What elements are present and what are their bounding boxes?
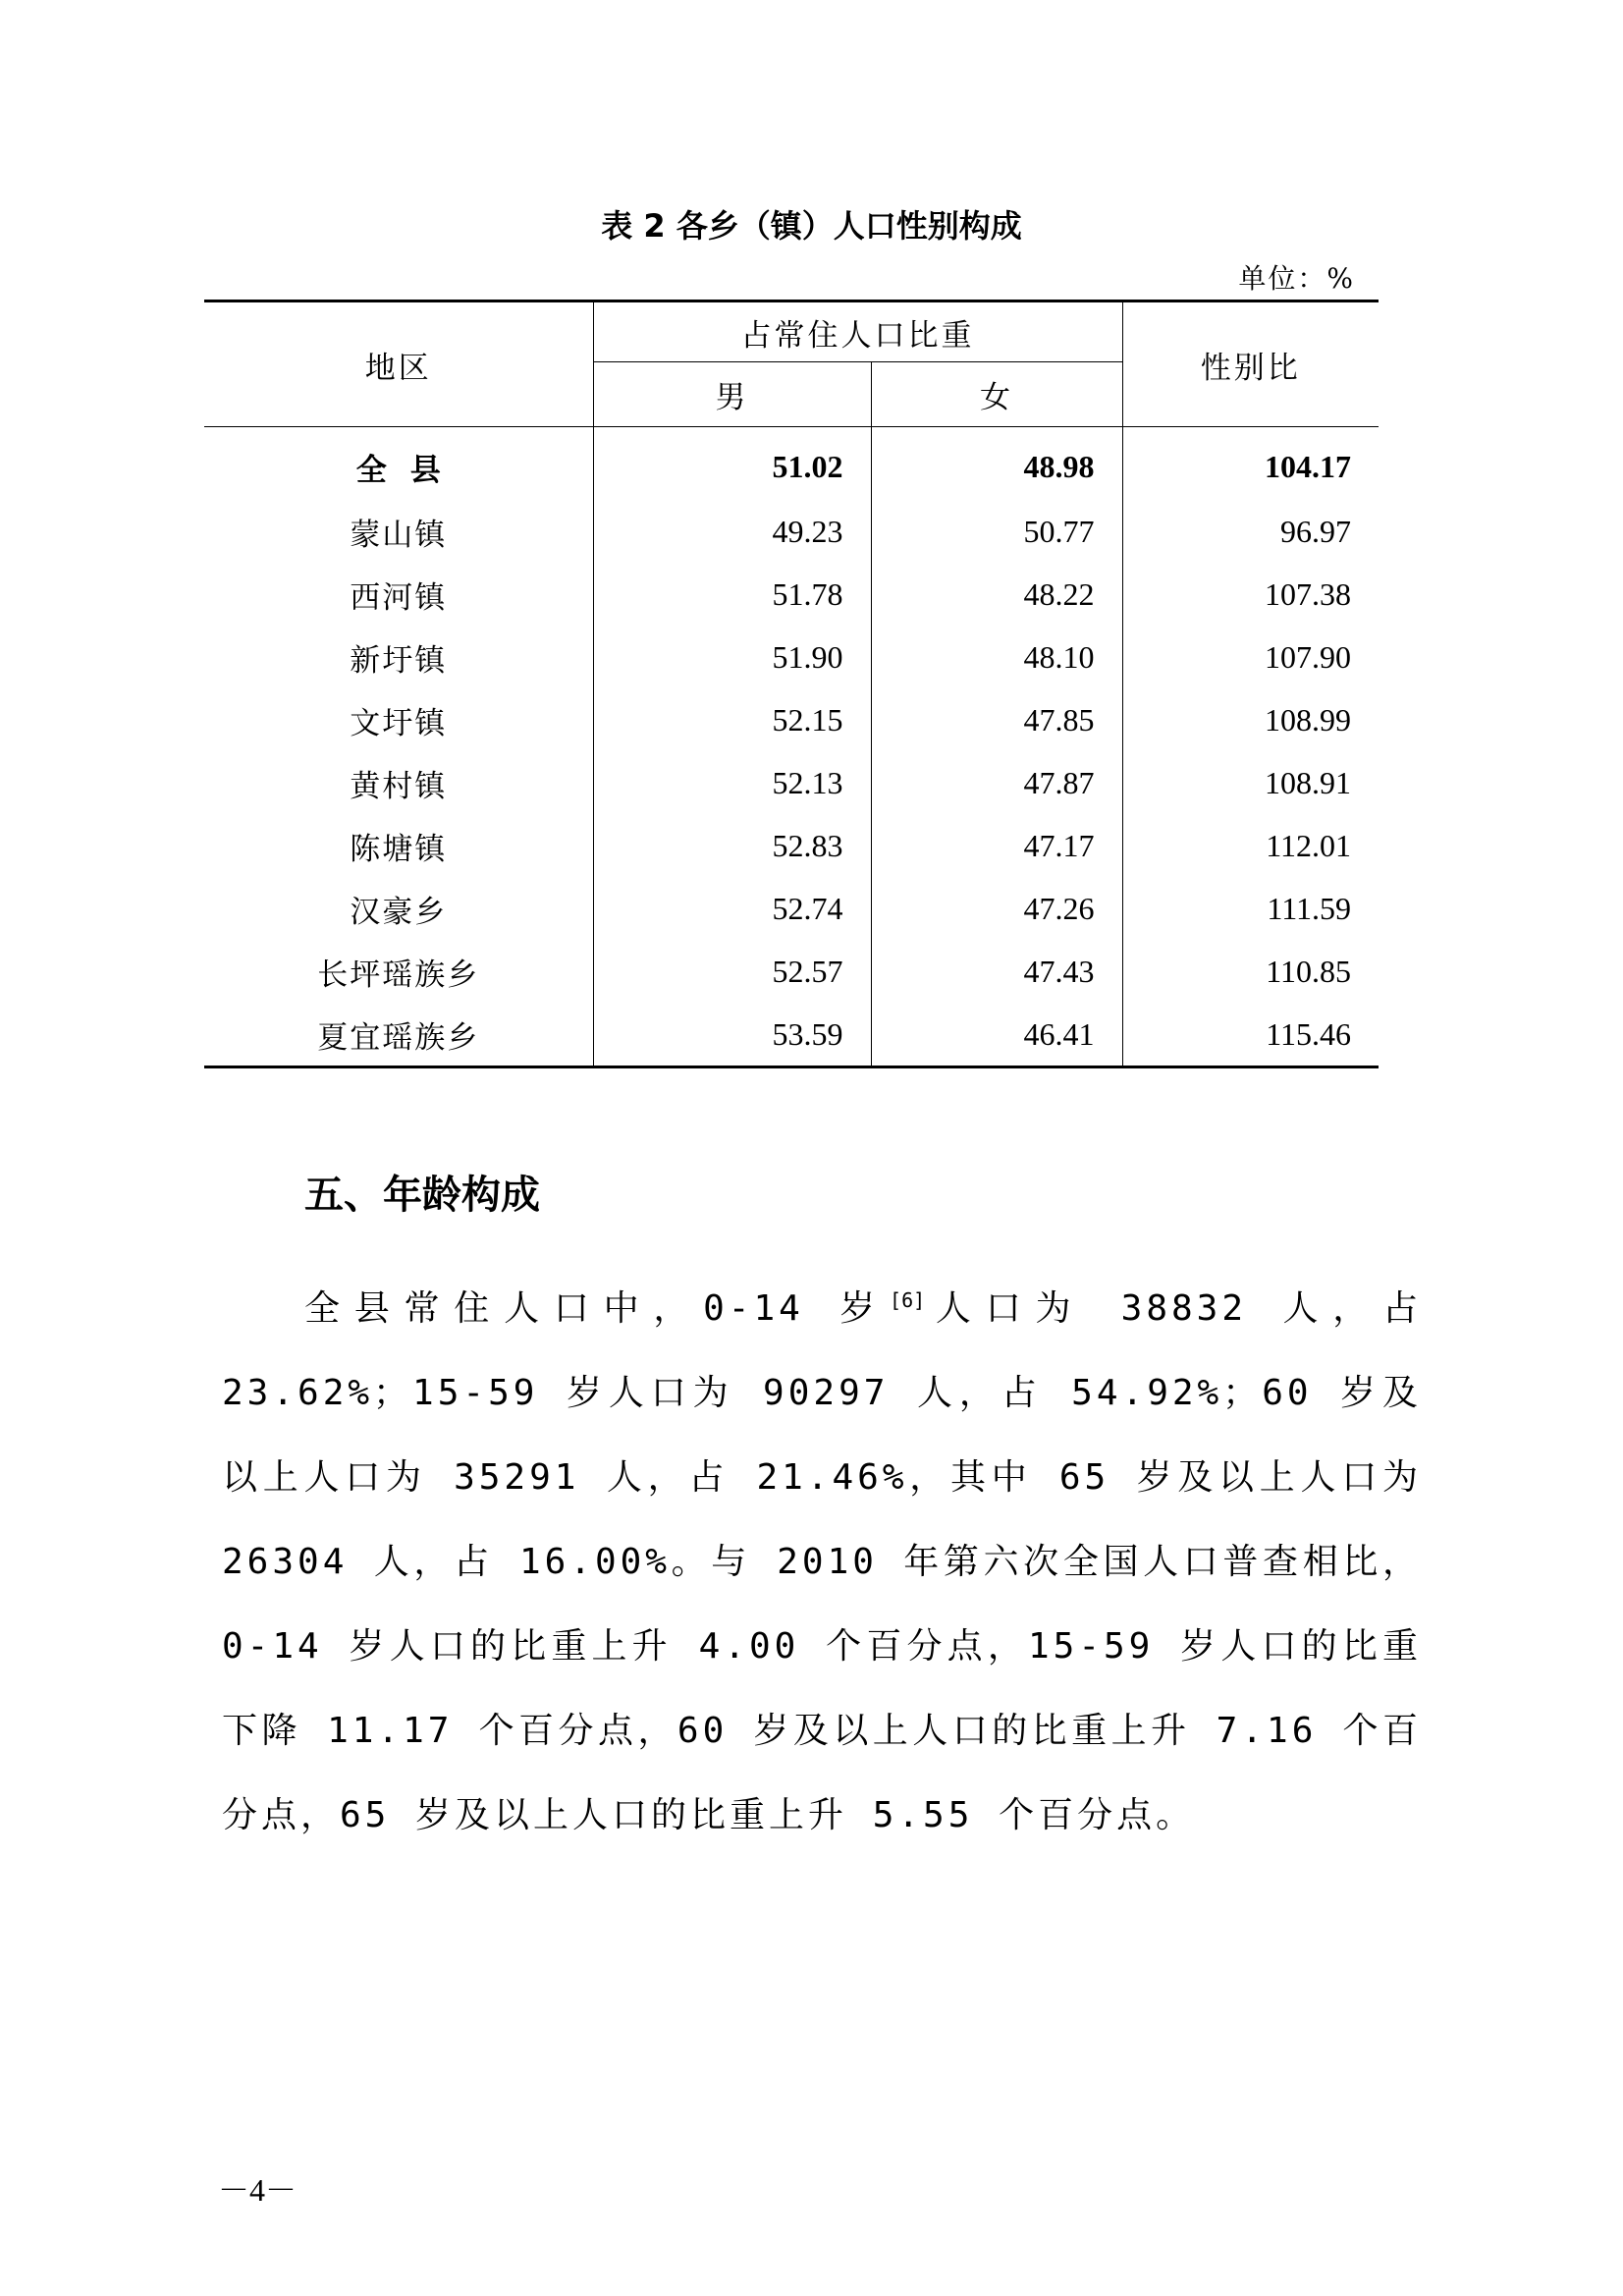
male-share: 52.83 xyxy=(593,814,871,877)
header-region: 地区 xyxy=(204,301,593,427)
sex-ratio: 107.90 xyxy=(1122,626,1379,688)
region-name: 文圩镇 xyxy=(350,705,448,741)
sex-ratio: 104.17 xyxy=(1122,427,1379,501)
female-share: 48.22 xyxy=(871,563,1122,626)
table-row xyxy=(204,500,1379,563)
female-share: 46.41 xyxy=(871,1003,1122,1067)
male-share: 52.74 xyxy=(593,877,871,940)
sex-ratio: 111.59 xyxy=(1122,877,1379,940)
region-name: 蒙山镇 xyxy=(350,517,448,553)
paragraph-text-part1: 全县常住人口中，0-14 岁 xyxy=(304,1288,891,1329)
sex-ratio: 115.46 xyxy=(1122,1003,1379,1067)
page-number: －4－ xyxy=(218,2172,298,2208)
region-name: 西河镇 xyxy=(350,579,448,616)
sex-ratio: 112.01 xyxy=(1122,814,1379,877)
female-share: 47.87 xyxy=(871,751,1122,814)
table-row xyxy=(204,1003,1379,1067)
sex-ratio: 107.38 xyxy=(1122,563,1379,626)
region-name: 长坪瑶族乡 xyxy=(317,957,480,993)
footnote-marker: [6] xyxy=(890,1288,926,1312)
table-row xyxy=(204,563,1379,626)
sex-ratio: 110.85 xyxy=(1122,940,1379,1003)
table-row xyxy=(204,427,1379,501)
table-row xyxy=(204,751,1379,814)
table-row xyxy=(204,688,1379,751)
region-name: 黄村镇 xyxy=(350,768,448,804)
header-female: 女 xyxy=(871,362,1122,427)
male-share: 51.90 xyxy=(593,626,871,688)
table-caption: 表 2 各乡（镇）人口性别构成 xyxy=(601,207,1022,245)
female-share: 47.17 xyxy=(871,814,1122,877)
region-name: 全县 xyxy=(355,452,464,488)
table-row xyxy=(204,940,1379,1003)
female-share: 48.98 xyxy=(871,427,1122,501)
sex-ratio: 96.97 xyxy=(1122,500,1379,563)
header-ratio: 性别比 xyxy=(1122,301,1379,427)
table-unit: 单位：% xyxy=(1238,262,1355,295)
sex-composition-table xyxy=(204,300,1379,1068)
table-row xyxy=(204,626,1379,688)
age-composition-paragraph xyxy=(222,1258,1422,1858)
header-male: 男 xyxy=(593,362,871,427)
male-share: 52.15 xyxy=(593,688,871,751)
region-name: 新圩镇 xyxy=(350,642,448,679)
paragraph-text-part2: 人口为 38832 人，占 23.62%；15-59 岁人口为 90297 人，占 54.92%；60 岁及以上人口为 35291 人，占 21.46%，其中 65 岁及以上人口为 26304 人，占 16.00%。与 2010 年第六次全国人口普查相比，0-14 岁人口的比重上升 4.00 个百分点，15-59 岁人口的比重下降 11.17 个百分点，60 岁及以上人口的比重上升 7.16 个百分点，65 岁及以上人口的比重上升 5.55 个百分点。 xyxy=(222,1288,1422,1835)
region-name: 夏宜瑶族乡 xyxy=(317,1019,480,1056)
female-share: 47.26 xyxy=(871,877,1122,940)
region-name: 汉豪乡 xyxy=(350,894,448,930)
female-share: 47.43 xyxy=(871,940,1122,1003)
sex-ratio: 108.91 xyxy=(1122,751,1379,814)
female-share: 50.77 xyxy=(871,500,1122,563)
region-name: 陈塘镇 xyxy=(350,831,448,867)
table-row xyxy=(204,877,1379,940)
male-share: 52.13 xyxy=(593,751,871,814)
female-share: 48.10 xyxy=(871,626,1122,688)
table-row xyxy=(204,814,1379,877)
section-title: 五、年龄构成 xyxy=(304,1173,540,1218)
male-share: 53.59 xyxy=(593,1003,871,1067)
sex-ratio: 108.99 xyxy=(1122,688,1379,751)
male-share: 49.23 xyxy=(593,500,871,563)
male-share: 52.57 xyxy=(593,940,871,1003)
male-share: 51.78 xyxy=(593,563,871,626)
header-share: 占常住人口比重 xyxy=(593,301,1122,362)
female-share: 47.85 xyxy=(871,688,1122,751)
male-share: 51.02 xyxy=(593,427,871,501)
